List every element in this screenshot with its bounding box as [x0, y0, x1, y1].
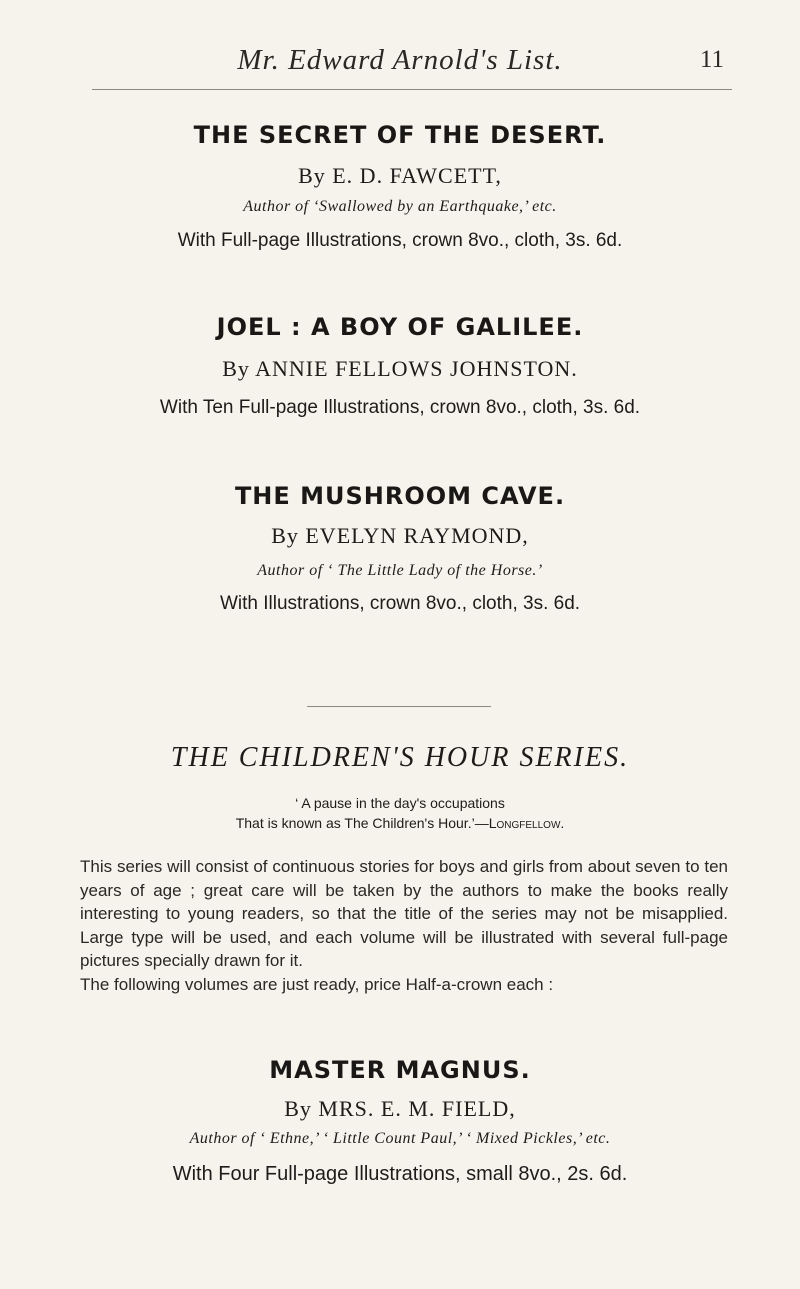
description-paragraph: This series will consist of continuous stories for boys and girls from about seven to ten years of age ; great care will be taken by the authors to make the books really interesting to young readers, so that the title of the series may not be misapplied. Large type will be used, and each volume will be illustrated with several full-page pictures specially drawn for it.: [80, 857, 728, 970]
book-details: With Illustrations, crown 8vo., cloth, 3s. 6d.: [219, 593, 581, 614]
book-title: THE MUSHROOM CAVE.: [234, 482, 566, 510]
author-note: Author of ‘ Ethne,’ ‘ Little Count Paul,’ ‘ Mixed Pickles,’ etc.: [189, 1130, 611, 1147]
book-author: By ANNIE FELLOWS JOHNSTON.: [222, 356, 578, 381]
page-number: 11: [699, 46, 724, 73]
book-details: With Ten Full-page Illustrations, crown 8vo., cloth, 3s. 6d.: [159, 397, 641, 418]
epigraph-line: ‘ A pause in the day's occupations: [295, 795, 505, 811]
book-details: With Full-page Illustrations, crown 8vo., cloth, 3s. 6d.: [177, 230, 623, 251]
series-description: [80, 855, 728, 996]
book-author: By MRS. E. M. FIELD,: [284, 1096, 516, 1121]
book-details: With Four Full-page Illustrations, small 8vo., 2s. 6d.: [172, 1163, 628, 1185]
header-rule: [92, 89, 732, 90]
price-note: The following volumes are just ready, price Half-a-crown each :: [80, 974, 554, 994]
series-title: THE CHILDREN'S HOUR SERIES.: [170, 742, 630, 773]
book-title: JOEL : A BOY OF GALILEE.: [216, 313, 584, 341]
book-title: MASTER MAGNUS.: [269, 1056, 531, 1084]
page-header: [0, 44, 800, 84]
epigraph-text: That is known as The Children's Hour.’—: [235, 815, 489, 831]
author-note: Author of ‘ The Little Lady of the Horse.’: [257, 562, 543, 579]
epigraph-attribution: Longfellow.: [488, 815, 565, 831]
section-divider: [307, 706, 491, 707]
author-note: Author of ‘Swallowed by an Earthquake,’ etc.: [243, 198, 557, 215]
book-title: THE SECRET OF THE DESERT.: [193, 121, 607, 149]
epigraph-line: [0, 815, 800, 831]
book-author: By E. D. FAWCETT,: [298, 163, 502, 188]
book-author: By EVELYN RAYMOND,: [271, 523, 529, 548]
running-head: Mr. Edward Arnold's List.: [237, 44, 563, 76]
